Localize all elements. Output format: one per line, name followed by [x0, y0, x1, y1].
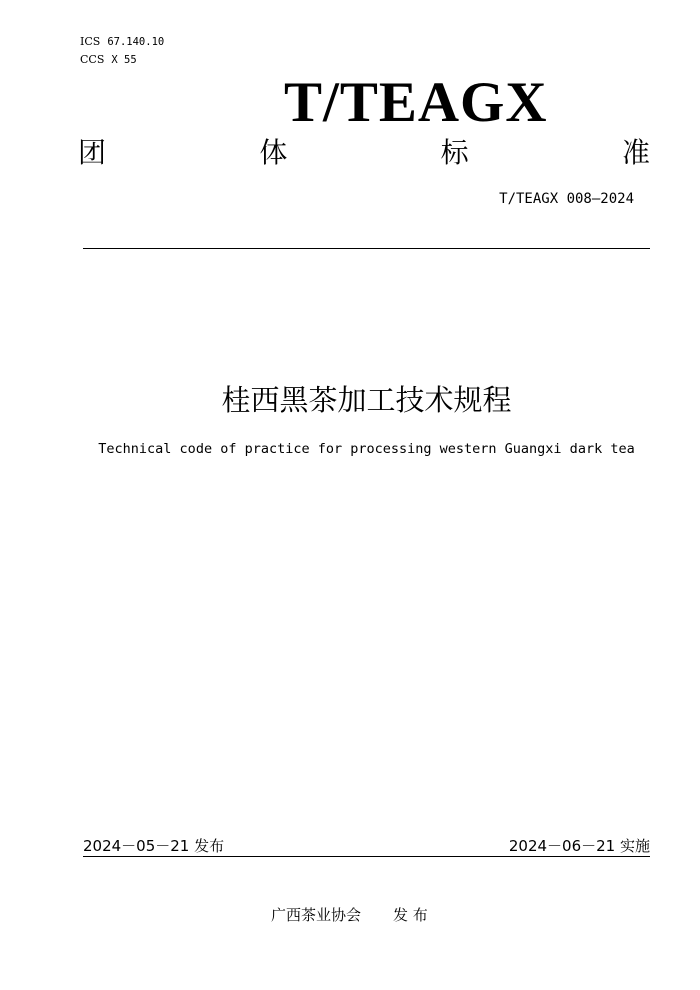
classification-codes: [80, 33, 164, 69]
ccs-label: CCS: [80, 53, 105, 66]
ics-label: ICS: [80, 35, 101, 48]
standard-type-char: 标: [440, 136, 469, 169]
implement-date: 2024－06－21 实施: [508, 837, 650, 855]
ics-code: 67.140.10: [107, 36, 165, 48]
standard-type-char: 准: [621, 136, 650, 169]
standard-logo: T/TEAGX: [284, 71, 548, 134]
bottom-divider: [83, 856, 650, 857]
issuer-action: 发 布: [393, 906, 428, 924]
ics-line: [80, 33, 164, 51]
title-chinese: 桂西黑茶加工技术规程: [221, 383, 512, 417]
top-divider: [83, 248, 650, 249]
ccs-code: X 55: [111, 54, 137, 66]
issuer-name: 广西茶业协会: [271, 906, 362, 924]
title-english: Technical code of practice for processing western Guangxi dark tea: [98, 441, 635, 457]
issuer: [271, 904, 428, 925]
standard-type-char: 团: [78, 136, 107, 169]
standard-type: [78, 134, 650, 172]
ccs-line: [80, 51, 164, 69]
standard-number: T/TEAGX 008—2024: [499, 191, 634, 207]
publish-date: 2024－05－21 发布: [83, 837, 225, 855]
standard-type-char: 体: [259, 136, 288, 169]
